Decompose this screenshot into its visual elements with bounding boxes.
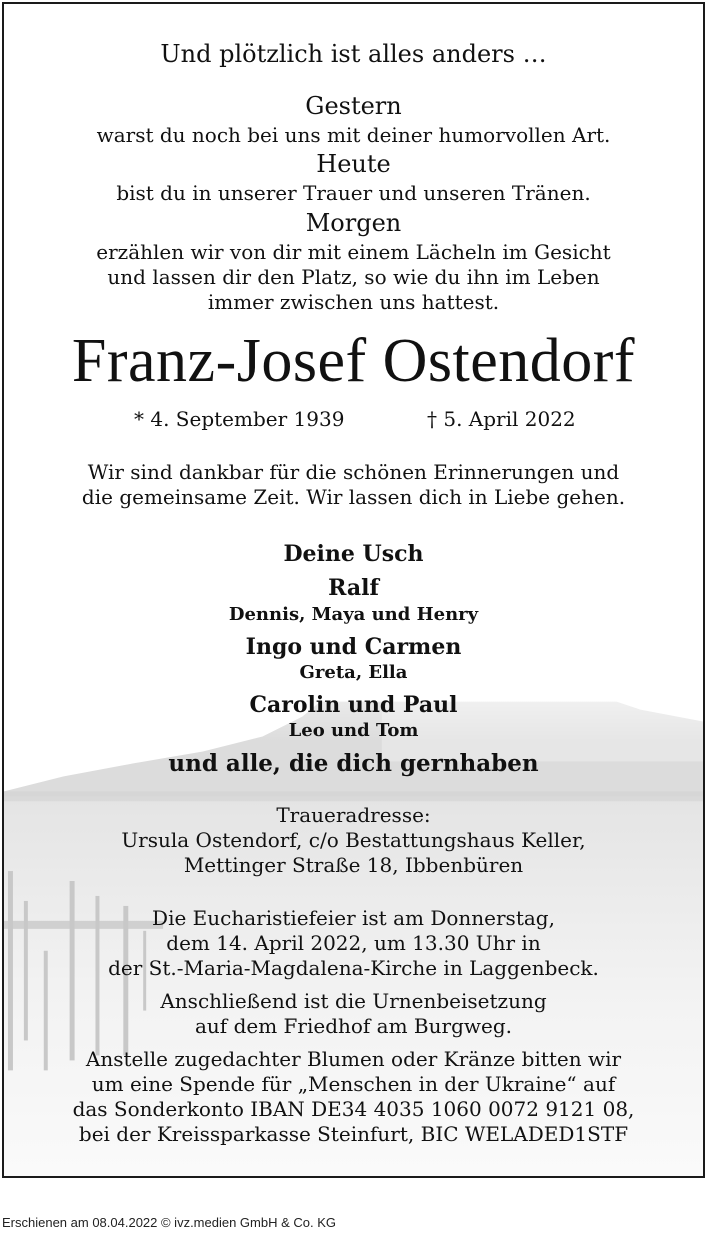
opening-line: Und plötzlich ist alles anders …: [160, 40, 547, 68]
burial-line: Anschließend ist die Urnenbeisetzung: [160, 989, 547, 1013]
mourner-spouse: Deine Usch: [283, 541, 424, 567]
gestern-text: warst du noch bei uns mit deiner humorvollen Art.: [96, 123, 611, 147]
service-line: Die Eucharistiefeier ist am Donnerstag,: [152, 906, 555, 930]
mourner-closing: und alle, die dich gernhaben: [168, 750, 539, 777]
gratitude-line: Wir sind dankbar für die schönen Erinnerungen und: [87, 460, 620, 484]
gratitude-line: die gemeinsame Zeit. Wir lassen dich in Liebe gehen.: [81, 485, 626, 509]
heute-text: bist du in unserer Trauer und unseren Tränen.: [116, 181, 591, 205]
donation-line: das Sonderkonto IBAN DE34 4035 1060 0072 9121 08,: [72, 1097, 635, 1121]
mourner-grandchildren: Greta, Ella: [299, 662, 408, 683]
mourner-child: Ingo und Carmen: [245, 634, 462, 660]
donation-line: um eine Spende für „Menschen in der Ukraine“ auf: [91, 1072, 616, 1096]
publication-credit: Erschienen am 08.04.2022 © ivz.medien GmbH & Co. KG: [2, 1215, 337, 1230]
donation-line: bei der Kreissparkasse Steinfurt, BIC WELADED1STF: [78, 1122, 629, 1146]
service-line: dem 14. April 2022, um 13.30 Uhr in: [166, 931, 541, 955]
obituary-frame: [2, 2, 705, 1178]
mourner-child: Ralf: [328, 575, 379, 601]
address-line: Mettinger Straße 18, Ibbenbüren: [183, 853, 524, 877]
morgen-heading: Morgen: [305, 209, 402, 237]
birth-date: * 4. September 1939: [134, 407, 345, 431]
service-line: der St.-Maria-Magdalena-Kirche in Laggenbeck.: [108, 956, 599, 980]
address-line: Ursula Ostendorf, c/o Bestattungshaus Keller,: [121, 828, 586, 852]
morgen-line: immer zwischen uns hattest.: [207, 290, 500, 314]
morgen-line: und lassen dir den Platz, so wie du ihn im Leben: [107, 265, 600, 289]
heute-heading: Heute: [316, 150, 391, 178]
mourner-child: Carolin und Paul: [249, 692, 458, 718]
gestern-heading: Gestern: [305, 92, 402, 120]
mourner-grandchildren: Dennis, Maya und Henry: [228, 604, 479, 625]
death-date: † 5. April 2022: [427, 407, 576, 431]
morgen-line: erzählen wir von dir mit einem Lächeln im Gesicht: [96, 240, 611, 264]
mourner-grandchildren: Leo und Tom: [288, 720, 419, 741]
burial-line: auf dem Friedhof am Burgweg.: [195, 1014, 512, 1038]
deceased-name: Franz-Josef Ostendorf: [71, 327, 636, 395]
donation-line: Anstelle zugedachter Blumen oder Kränze bitten wir: [85, 1047, 622, 1071]
address-label: Traueradresse:: [276, 803, 431, 827]
